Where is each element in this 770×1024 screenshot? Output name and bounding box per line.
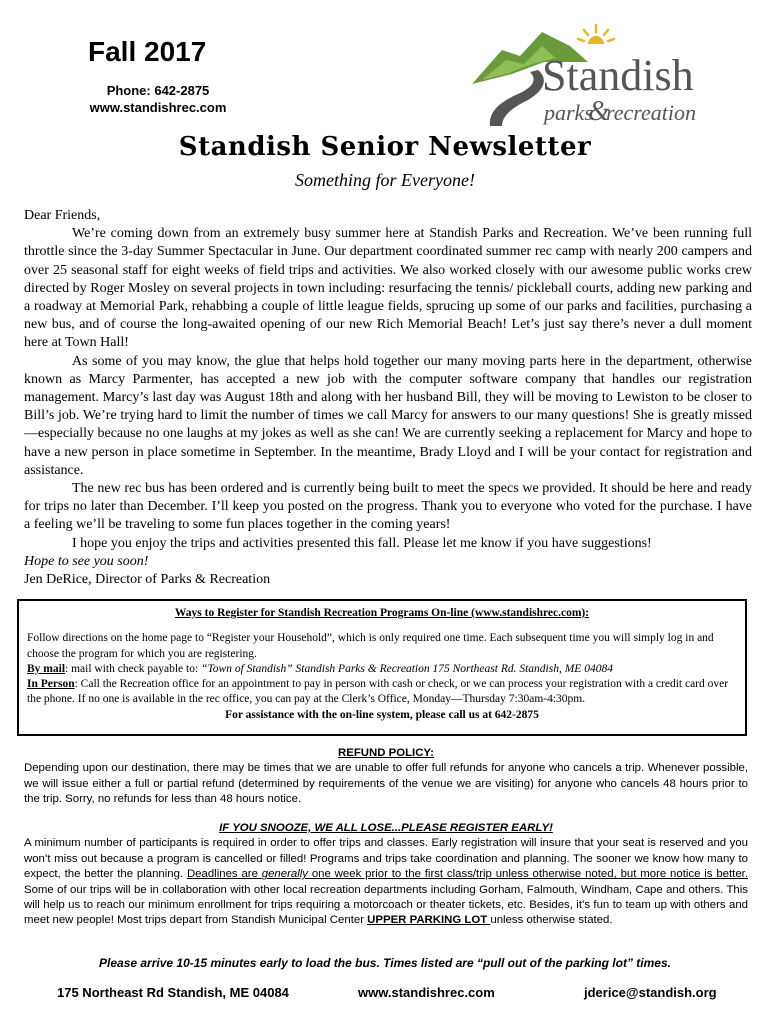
refund-policy	[24, 746, 748, 808]
upper-parking-lot: UPPER PARKING LOT	[367, 914, 491, 927]
logo-ampersand: &	[588, 96, 610, 127]
person-label: In Person	[27, 678, 75, 691]
newsletter-subtitle: Something for Everyone!	[295, 170, 475, 190]
refund-heading: REFUND POLICY:	[338, 747, 434, 759]
footer-address: 175 Northeast Rd Standish, ME 04084	[57, 985, 289, 1000]
snooze-text-a: A minimum number of participants is required in order to offer trips and classes. Early registration will insure that your seat is reserved and you won’t miss out because a program is cancelled or filled! Programs and trips take coordination and planning. The sooner we know how many to expect, the better the planning.	[24, 837, 748, 881]
refund-text: Depending upon our destination, there may be times that we are unable to offer full refunds for anyone who cancels a trip. Whenever possible, we will issue either a full or partial refund (determined by requirements of the venue we are visiting) for anyone who cancels 48 hours prior to the trip. Sorry, no refunds for less than 48 hours notice.	[24, 762, 748, 806]
season-title: Fall 2017	[88, 36, 207, 67]
deadline-a: Deadlines are	[186, 868, 262, 881]
letter-paragraph: The new rec bus has been ordered and is currently being built to meet the specs we provided. It should be here and ready for trips no later than December. I’ll keep you posted on the progress. Thank you to everyone who voted for the purchase. I have a feeling we’ll be traveling to some fun places together in the coming years!	[24, 481, 752, 533]
deadline-note	[187, 868, 748, 880]
letter-paragraph: As some of you may know, the glue that helps hold together our many moving parts here in the department, otherwise known as Marcy Parmenter, has accepted a new job with the computer software company that handles our registration management. Marcy’s last day was August 18th and along with her husband Bill, they will be moving to Lewiston to be closer to Bill’s job. We’re trying hard to limit the number of times we call Marcy for answers to our many questions! She is greatly missed—especially because no one laughs at my jokes as well as she can! We are currently seeking a replacement for Marcy and hope to have a new person in place sometime in September. In the meantime, Brady Lloyd and I will be your contact for registration and assistance.	[24, 353, 752, 478]
header-website: www.standishrec.com	[89, 100, 227, 115]
phone-number: Phone: 642-2875	[106, 83, 210, 98]
online-instructions: Follow directions on the home page to “Register your Household”, which is only required one time. Each subsequent time you will simply log in and choose the program for which you are registering.	[27, 632, 714, 660]
arrival-note: Please arrive 10-15 minutes early to load the bus. Times listed are “pull out of the parking lot” times.	[99, 956, 671, 970]
letter-paragraph: I hope you enjoy the trips and activities presented this fall. Please let me know if you have suggestions!	[72, 535, 652, 551]
mail-label: By mail	[27, 662, 66, 675]
logo-word: Standish	[542, 51, 694, 100]
footer-website: www.standishrec.com	[358, 985, 495, 1000]
assistance-line: For assistance with the on-line system, please call us at 642-2875	[225, 708, 539, 721]
letter-signature: Jen DeRice, Director of Parks & Recreation	[24, 572, 271, 588]
letter-paragraph: We’re coming down from an extremely busy summer here at Standish Parks and Recreation. We’ve been running full throttle since the 3-day Summer Spectacular in June. Our department coordinated summer rec camp with nearly 200 campers and over 25 seasonal staff for eight weeks of field trips and activities. We also worked closely with our awesome public works crew directed by Roger Mosley on several projects in town including: resurfacing the tennis/ pickleball courts, adding new parking and a roadway at Memorial Park, rehabbing a couple of little league fields, sprucing up some of our parks and facilities, purchasing a new bus, and of course the long-awaited opening of our new Rich Memorial Beach! Let’s just say there’s never a dull moment here at Town Hall!	[24, 226, 752, 351]
sun-icon	[578, 25, 614, 44]
registration-heading: Ways to Register for Standish Recreation Programs On-line (www.standishrec.com):	[174, 607, 590, 619]
footer-email: jderice@standish.org	[584, 985, 717, 1000]
person-text: : Call the Recreation office for an appointment to pay in person with cash or check, or we can process your registration with a credit card over the phone. If no one is available in the rec office, you can pay at the Clerk’s Office, Monday—Thursday 7:30am-4:30pm.	[27, 678, 729, 706]
mail-text: : mail with check payable to:	[65, 662, 202, 675]
mail-address: “Town of Standish” Standish Parks & Recreation 175 Northeast Rd. Standish, ME 04084	[201, 662, 613, 675]
logo-recreation: recreation	[606, 100, 697, 125]
in-person-instructions	[27, 677, 737, 708]
logo-parks: parks	[544, 100, 593, 125]
register-early-section	[24, 821, 748, 929]
letter-closing: Hope to see you soon!	[24, 553, 149, 569]
snooze-text-c: unless otherwise stated.	[490, 914, 613, 927]
deadline-emphasis: generally	[261, 868, 308, 881]
deadline-b: one week prior to the first class/trip unless otherwise noted, but more notice is better.	[308, 868, 749, 881]
snooze-text-b: Some of our trips will be in collaboration with other local recreation departments including Gorham, Falmouth, Windham, Cape and others. This will help us to reach our minimum enrollment for trips requiring a motorcoach or theater tickets, etc. Besides, it’s fun to team up with others and meet new people! Most trips depart from Standish Municipal Center	[24, 883, 748, 927]
snooze-text	[24, 836, 748, 928]
newsletter-title: Standish Senior Newsletter	[178, 132, 592, 162]
letter-greeting: Dear Friends,	[24, 208, 101, 223]
standish-parks-recreation-logo	[472, 22, 697, 134]
snooze-heading: IF YOU SNOOZE, WE ALL LOSE...PLEASE REGISTER EARLY!	[219, 822, 553, 834]
director-letter	[24, 207, 752, 589]
mail-instructions	[27, 662, 737, 677]
road-icon	[490, 70, 544, 126]
registration-box	[17, 599, 747, 736]
